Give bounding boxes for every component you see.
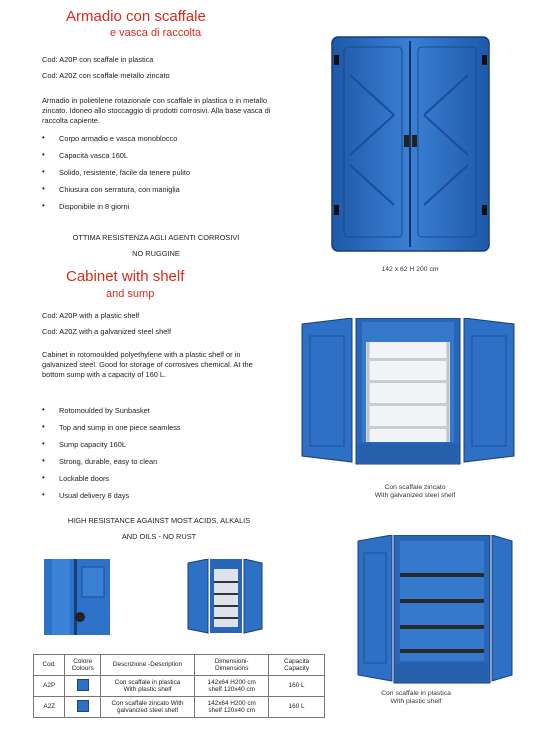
- blue-colour-swatch: [77, 679, 89, 691]
- zinc-caption-en: With galvanized steel shelf: [374, 492, 456, 499]
- en-description: Cabinet in rotomoulded polyethylene with a plastic shelf or in galvanized steel. Good for storage of corrosives chemical. At the bottom sump with a capacity of 160 L.: [42, 350, 253, 379]
- it-title: Armadio con scaffale: [66, 8, 206, 25]
- header-description: Descrizione -Description: [100, 655, 194, 676]
- dimensions-body: 142x64 H200 cm: [207, 678, 256, 686]
- cell-capacity: 160 L: [269, 697, 325, 718]
- plastic-caption-it: Con scaffale in plastica: [381, 690, 451, 697]
- list-item: • Disponibile in 8 giorni: [42, 202, 190, 219]
- small-open-cabinet-image: [186, 559, 264, 635]
- cell-description: [100, 697, 194, 718]
- description-en: galvanized steel shelf: [116, 707, 179, 714]
- it-bullet-list: [42, 134, 190, 219]
- list-item: • Top and sump in one piece seamless: [42, 423, 181, 440]
- header-dimensions-it: Dimensioni-: [214, 657, 249, 665]
- header-capacity-it: Capacità: [283, 657, 310, 665]
- en-code-2: Cod: A20Z with a galvanized steel shelf: [42, 327, 172, 336]
- it-code-2: Cod: A20Z con scaffale metallo zincato: [42, 71, 170, 80]
- dimensions-caption: 142 x 62 H 200 cm: [381, 266, 439, 273]
- cell-dimensions: [195, 697, 269, 718]
- cell-colour: [65, 676, 100, 697]
- header-colour-it: Colore: [73, 657, 93, 665]
- list-item: • Rotomoulded by Sunbasket: [42, 406, 181, 423]
- cell-colour: [65, 697, 100, 718]
- list-item: • Chiusura con serratura, con maniglia: [42, 185, 190, 202]
- cell-description: [100, 676, 194, 697]
- en-resistance-line-2: AND OILS - NO RUST: [121, 532, 197, 541]
- table-row: [34, 697, 325, 718]
- description-it: Con scaffale in plastica: [114, 678, 181, 686]
- open-cabinet-zinc-image: [300, 318, 518, 468]
- en-title: Cabinet with shelf: [66, 268, 185, 285]
- door-lock-detail-image: [44, 559, 110, 635]
- plastic-caption-en: With plastic shelf: [390, 698, 442, 705]
- it-code-1: Cod: A20P con scaffale in plastica: [42, 55, 154, 64]
- it-subtitle: e vasca di raccolta: [110, 27, 202, 39]
- list-item: • Sump capacity 160L: [42, 440, 181, 457]
- cell-dimensions: [195, 676, 269, 697]
- list-item: • Capacità vasca 160L: [42, 151, 190, 168]
- list-item: • Corpo armadio e vasca monoblocco: [42, 134, 190, 151]
- spec-table: [33, 654, 325, 718]
- open-cabinet-plastic-image: [356, 535, 514, 685]
- it-resistance-line-2: NO RUGGINE: [132, 249, 180, 258]
- description-it: Con scaffale zincato With: [111, 699, 184, 707]
- cell-cod: A2Z: [34, 697, 65, 718]
- list-item: • Usual delivery 8 days: [42, 491, 181, 508]
- header-capacity: [269, 655, 325, 676]
- it-description: Armadio in polietilene rotazionale con scaffale in plastica o in metallo zincato. Idoneo allo stoccaggio di prodotti corrosivi. Alla base vasca di raccolta capiente.: [42, 96, 271, 125]
- cell-cod: A2P: [34, 676, 65, 697]
- dimensions-shelf: shelf 120x40 cm: [208, 686, 255, 693]
- zinc-caption-it: Con scaffale zincato: [384, 484, 446, 491]
- closed-cabinet-image: [328, 35, 493, 255]
- table-row: [34, 676, 325, 697]
- en-code-1: Cod: A20P with a plastic shelf: [42, 311, 140, 320]
- header-colour-en: Colours: [71, 665, 94, 672]
- it-resistance-line-1: OTTIMA RESISTENZA AGLI AGENTI CORROSIVI: [72, 233, 240, 242]
- cell-capacity: 160 L: [269, 676, 325, 697]
- blue-colour-swatch: [77, 700, 89, 712]
- list-item: • Solido, resistente, facile da tenere pulito: [42, 168, 190, 185]
- en-subtitle: and sump: [106, 288, 155, 300]
- table-header-row: [34, 655, 325, 676]
- dimensions-body: 142x64 H200 cm: [207, 699, 256, 707]
- list-item: • Lockable doors: [42, 474, 181, 491]
- dimensions-shelf: shelf 120x40 cm: [208, 707, 255, 714]
- list-item: • Strong, durable, easy to clean: [42, 457, 181, 474]
- header-dimensions-en: Dimensions: [215, 665, 249, 672]
- header-capacity-en: Capacity: [284, 665, 310, 672]
- description-en: With plastic shelf: [123, 686, 172, 693]
- header-cod: Cod.: [34, 655, 65, 676]
- en-resistance-line-1: HIGH RESISTANCE AGAINST MOST ACIDS, ALKALIS: [67, 516, 251, 525]
- header-colour: [65, 655, 100, 676]
- header-dimensions: [195, 655, 269, 676]
- en-bullet-list: [42, 406, 181, 508]
